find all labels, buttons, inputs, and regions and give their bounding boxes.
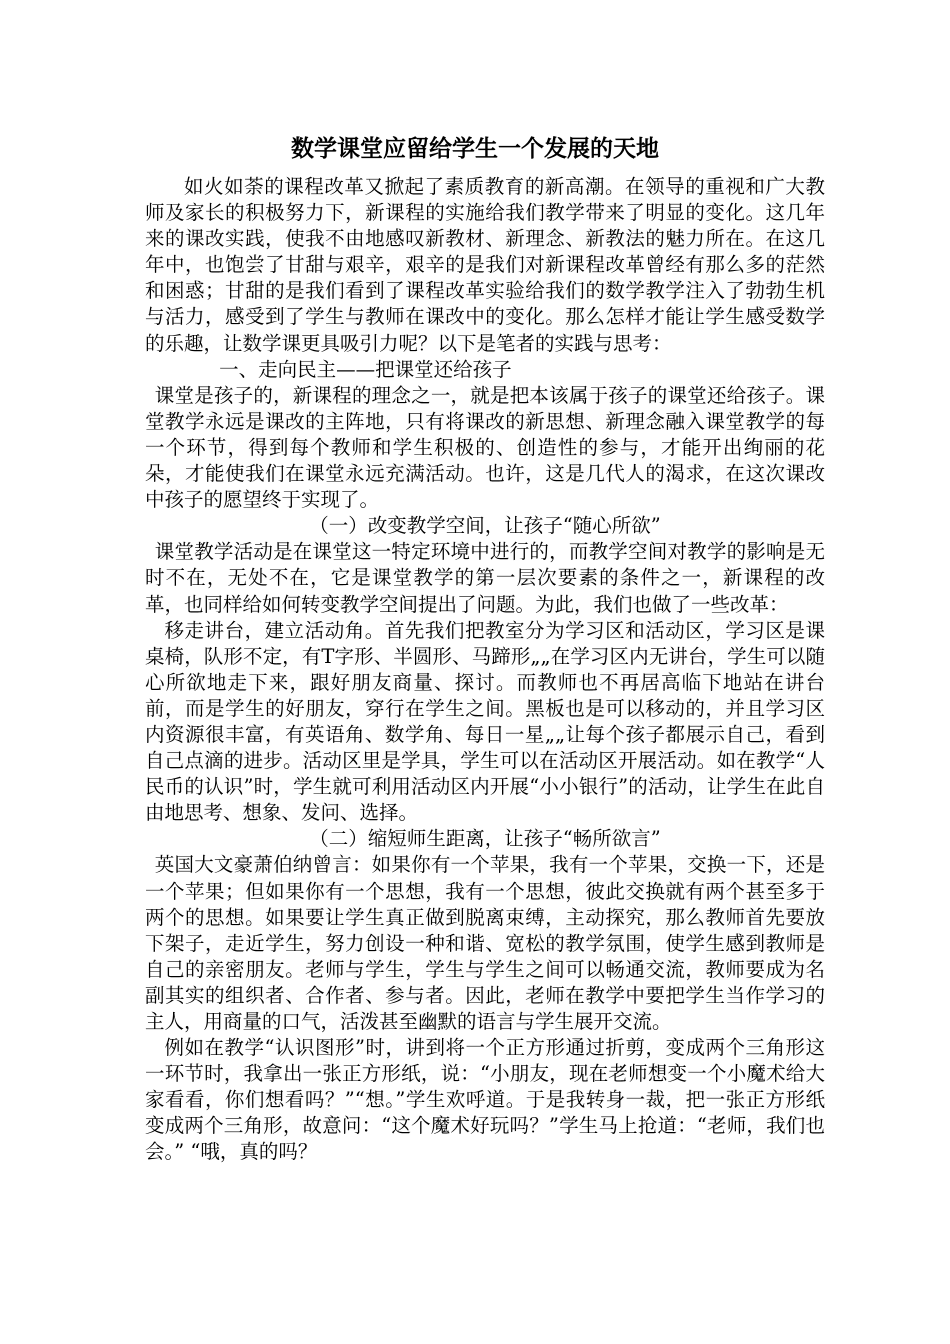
subsection-1-paragraph-1: 课堂教学活动是在课堂这一特定环境中进行的，而教学空间对教学的影响是无时不在，无处不在，它是课堂教学的第一层次要素的条件之一，新课程的改革，也同样给如何转变教学空间提出了问题。为此，我们也做了一些改革： bbox=[145, 540, 825, 616]
subsection-heading-1: （一）改变教学空间，让孩子“随心所欲” bbox=[309, 514, 661, 538]
subsection-2-paragraph-1: 英国大文豪萧伯纳曾言：如果你有一个苹果，我有一个苹果，交换一下，还是一个苹果；但如果你有一个思想，我有一个思想，彼此交换就有两个甚至多于两个的思想。如果要让学生真正做到脱离束缚，主动探究，那么教师首先要放下架子，走近学生，努力创设一种和谐、宽松的教学氛围，使学生感到教师是自己的亲密朋友。老师与学生，学生与学生之间可以畅通交流，教师要成为名副其实的组织者、合作者、参与者。因此，老师在教学中要把学生当作学习的主人，用商量的口气，活泼甚至幽默的语言与学生展开交流。 bbox=[145, 853, 825, 1033]
section-heading-1: 一、走向民主——把课堂还给孩子 bbox=[219, 357, 512, 381]
subsection-heading-2: （二）缩短师生距离，让孩子“畅所欲言” bbox=[309, 827, 661, 851]
intro-paragraph: 如火如荼的课程改革又掀起了素质教育的新高潮。在领导的重视和广大教师及家长的积极努力下，新课程的实施给我们教学带来了明显的变化。这几年来的课改实践，使我不由地感叹新教材、新理念、新教法的魅力所在。在这几年中，也饱尝了甘甜与艰辛，艰辛的是我们对新课程改革曾经有那么多的茫然和困惑；甘甜的是我们看到了课程改革实验给我们的数学教学注入了勃勃生机与活力，感受到了学生与教师在课改中的变化。那么怎样才能让学生感受数学的乐趣，让数学课更具吸引力呢？以下是笔者的实践与思考： bbox=[145, 175, 825, 355]
page-title: 数学课堂应留给学生一个发展的天地 bbox=[291, 136, 659, 162]
section-1-paragraph: 课堂是孩子的，新课程的理念之一，就是把本该属于孩子的课堂还给孩子。课堂教学永远是课改的主阵地，只有将课改的新思想、新理念融入课堂教学的每一个环节，得到每个教师和学生积极的、创造性的参与，才能开出绚丽的花朵，才能使我们在课堂永远充满活动。也许，这是几代人的渴求，在这次课改中孩子的愿望终于实现了。 bbox=[145, 383, 825, 512]
document-body bbox=[145, 174, 825, 1166]
subsection-2-paragraph-2: 例如在教学“认识图形”时，讲到将一个正方形通过折剪，变成两个三角形这一环节时，我拿出一张正方形纸，说：“小朋友，现在老师想变一个小魔术给大家看看，你们想看吗？”“想。”学生欢呼道。于是我转身一裁，把一张正方形纸变成两个三角形，故意问：“这个魔术好玩吗？”学生马上抢道：“老师，我们也会。” “哦，真的吗？ bbox=[145, 1036, 825, 1164]
subsection-1-paragraph-2: 移走讲台，建立活动角。首先我们把教室分为学习区和活动区，学习区是课桌椅，队形不定，有T字形、半圆形、马蹄形„„在学习区内无讲台，学生可以随心所欲地走下来，跟好朋友商量、探讨。而教师也不再居高临下地站在讲台前，而是学生的好朋友，穿行在学生之间。黑板也是可以移动的，并且学习区内资源很丰富，有英语角、数学角、每日一星„„让每个孩子都展示自己，看到自己点滴的进步。活动区里是学具，学生可以在活动区开展活动。如在教学“人民币的认识”时，学生就可利用活动区内开展“小小银行”的活动，让学生在此自由地思考、想象、发问、选择。 bbox=[145, 618, 825, 825]
